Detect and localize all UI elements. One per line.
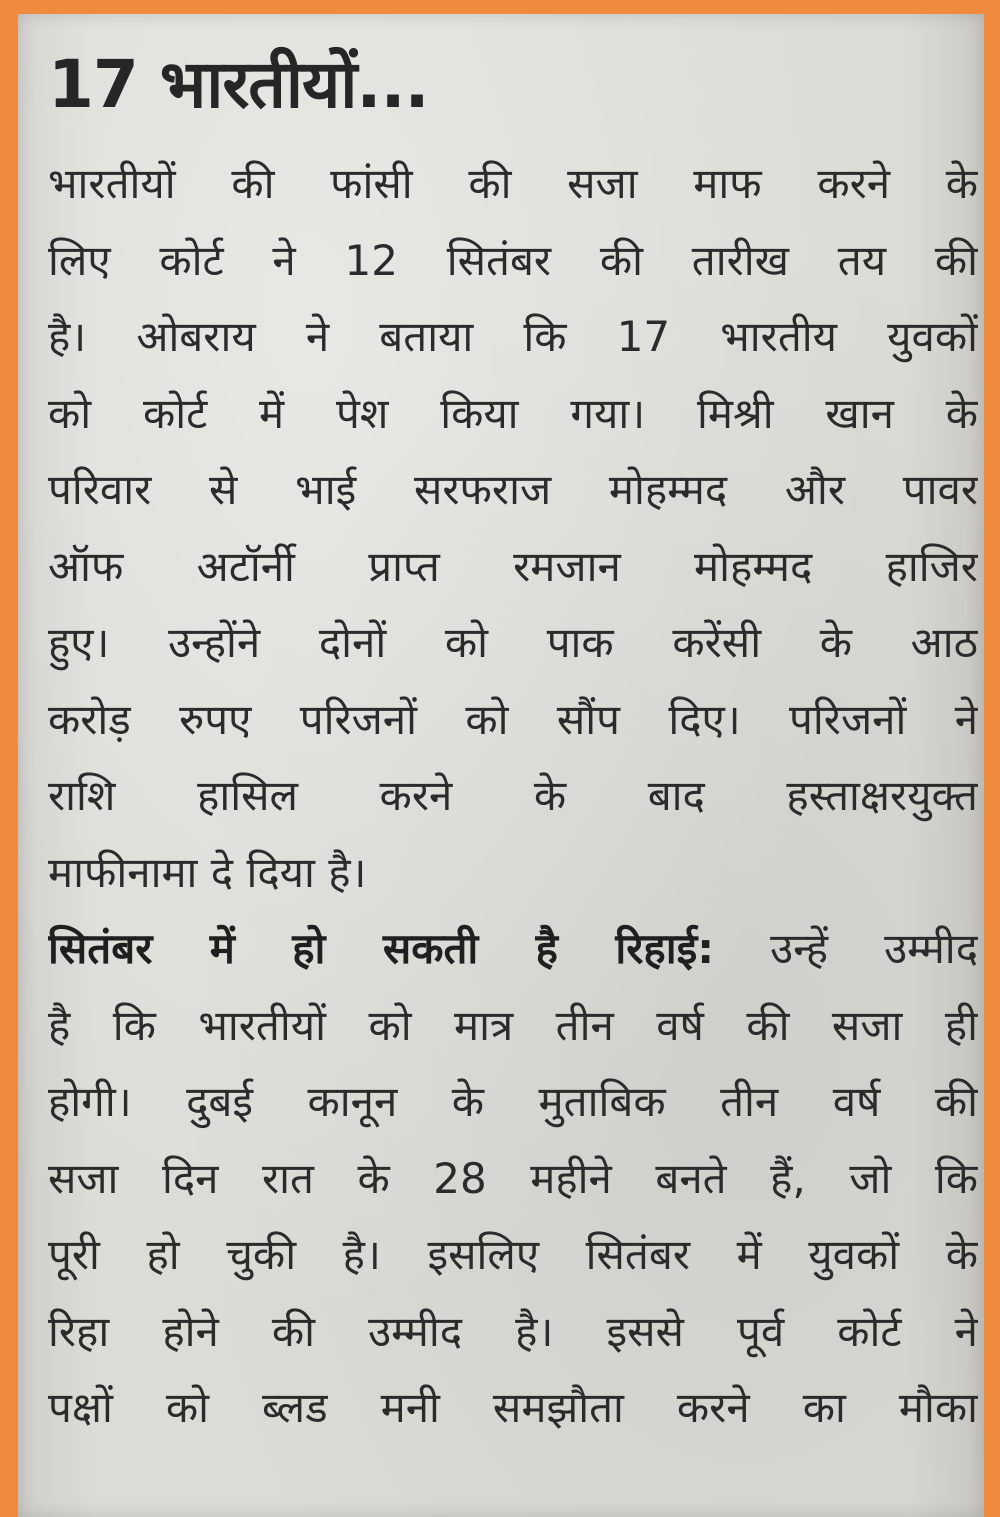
- article-line: को कोर्ट में पेश किया गया। मिश्री खान के: [48, 388, 978, 438]
- article-line: है कि भारतीयों को मात्र तीन वर्ष की सजा ही: [48, 1000, 978, 1050]
- article-line: भारतीयों की फांसी की सजा माफ करने के: [48, 159, 978, 208]
- newspaper-clipping: [18, 14, 984, 1517]
- article-line: राशि हासिल करने के बाद हस्ताक्षरयुक्त: [48, 771, 978, 820]
- article-line: माफीनामा दे दिया है।: [48, 847, 367, 897]
- article-line: सजा दिन रात के 28 महीने बनते हैं, जो कि: [48, 1153, 978, 1203]
- article-line-with-subhead: [48, 911, 978, 988]
- article-line: पक्षों को ब्लड मनी समझौता करने का मौका: [48, 1383, 978, 1432]
- article-line: परिवार से भाई सरफराज मोहम्मद और पावर: [48, 465, 978, 514]
- article-line: हुए। उन्होंने दोनों को पाक करेंसी के आठ: [48, 618, 978, 667]
- article-line: लिए कोर्ट ने 12 सितंबर की तारीख तय की: [48, 235, 978, 285]
- article-line: रिहा होने की उम्मीद है। इससे पूर्व कोर्ट ने: [48, 1306, 978, 1356]
- subheading: सितंबर में हो सकती है रिहाई:: [48, 924, 715, 973]
- article-line-text: उन्हें उम्मीद: [714, 924, 978, 973]
- article-line: करोड़ रुपए परिजनों को सौंप दिए। परिजनों ने: [48, 694, 978, 744]
- article-body: [48, 146, 978, 1447]
- headline: 17 भारतीयों...: [48, 46, 429, 123]
- article-line: है। ओबराय ने बताया कि 17 भारतीय युवकों: [48, 312, 978, 361]
- article-line: ऑफ अटॉर्नी प्राप्त रमजान मोहम्मद हाजिर: [48, 541, 978, 591]
- article-line: होगी। दुबई कानून के मुताबिक तीन वर्ष की: [48, 1077, 978, 1126]
- article-line: पूरी हो चुकी है। इसलिए सितंबर में युवकों के: [48, 1230, 978, 1279]
